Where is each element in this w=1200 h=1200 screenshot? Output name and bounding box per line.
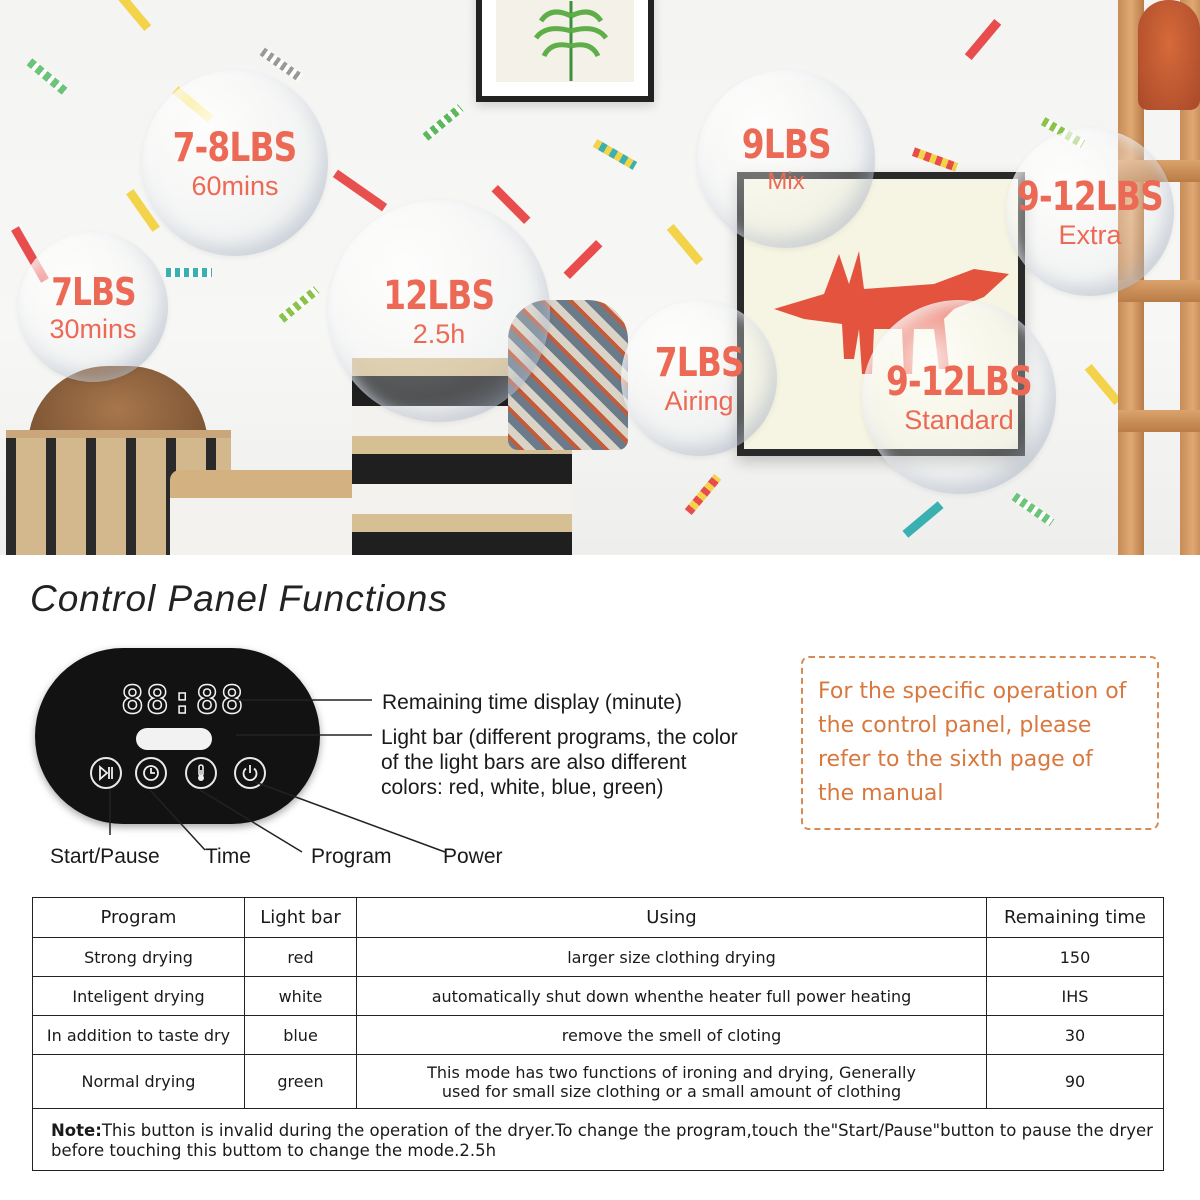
start-pause-button[interactable] [90, 757, 122, 789]
confetti-decoration [278, 286, 319, 322]
table-note [33, 1109, 1164, 1171]
bubble-weight: 7LBS [50, 269, 136, 314]
column-header: Remaining time [987, 898, 1164, 938]
confetti-decoration [593, 139, 637, 170]
column-header: Using [357, 898, 987, 938]
note-line: the manual [818, 781, 944, 806]
note-line: For the specific operation of [818, 679, 1127, 704]
confetti-decoration [333, 170, 387, 212]
bubble-weight: 7-8LBS [173, 124, 297, 171]
table-row [33, 977, 1164, 1016]
remaining-cell: IHS [987, 977, 1164, 1016]
bubble-label: Extra [1058, 219, 1122, 250]
table-row [33, 1016, 1164, 1055]
confetti-decoration [115, 0, 151, 31]
using-cell [357, 1055, 987, 1109]
note-label: Note: [51, 1120, 102, 1140]
program-label: Program [311, 845, 392, 868]
confetti-decoration [1012, 493, 1055, 527]
bubble-weight: 9-12LBS [1017, 173, 1163, 220]
program-cell: Inteligent drying [33, 977, 245, 1016]
bubble-weight: 9LBS [741, 122, 831, 168]
column-header: Light bar [245, 898, 357, 938]
bubble-label: Standard [904, 404, 1014, 435]
bubble-label: 2.5h [412, 318, 466, 349]
confetti-decoration [965, 19, 1001, 60]
confetti-decoration [564, 240, 603, 279]
remaining-cell: 150 [987, 938, 1164, 977]
remaining-cell: 90 [987, 1055, 1164, 1109]
confetti-decoration [1085, 364, 1121, 405]
bubble-weight: 9-12LBS [886, 358, 1032, 405]
light-bar-cell: white [245, 977, 357, 1016]
using-cell: automatically shut down whenthe heater full power heating [357, 977, 987, 1016]
table-note-row [33, 1109, 1164, 1171]
toy-fox [1138, 0, 1200, 110]
time-label: Time [205, 845, 251, 868]
bubble-label: Airing [664, 385, 734, 416]
section-title: Control Panel Functions [30, 578, 448, 619]
manual-reference-note [801, 656, 1159, 830]
control-panel [35, 648, 320, 824]
program-table [32, 897, 1164, 1171]
note-line: the control panel, please [818, 713, 1092, 738]
bubble-label: 60mins [191, 170, 279, 201]
program-bubble [1006, 128, 1174, 296]
light-bar-callout-line2: of the light bars are also different [381, 751, 687, 774]
program-cell: Strong drying [33, 938, 245, 977]
wooden-ladder-rung [1118, 410, 1200, 432]
program-bubble [328, 200, 550, 422]
program-bubble [862, 300, 1056, 494]
note-line: refer to the sixth page of [818, 747, 1093, 772]
using-line: used for small size clothing or a small amount of clothing [441, 1081, 902, 1101]
using-cell: larger size clothing drying [357, 938, 987, 977]
light-bar [136, 728, 212, 750]
light-bar-callout-line3: colors: red, white, blue, green) [381, 776, 664, 799]
remaining-time-callout: Remaining time display (minute) [382, 691, 682, 714]
bubble-label: Mix [767, 168, 805, 195]
program-button[interactable] [185, 757, 217, 789]
bubble-weight: 7LBS [654, 339, 744, 386]
power-button[interactable] [234, 757, 266, 789]
bubble-label: 30mins [49, 313, 137, 344]
program-bubble [18, 232, 168, 382]
table-row [33, 938, 1164, 977]
confetti-decoration [902, 501, 943, 537]
confetti-decoration [26, 58, 67, 94]
bubble-weight: 12LBS [383, 272, 495, 319]
column-header: Program [33, 898, 245, 938]
framed-leaf-print [476, 0, 654, 102]
confetti-decoration [912, 147, 958, 171]
light-bar-callout: Light bar (different programs, the color [381, 726, 738, 749]
time-display: 88:88 [121, 678, 246, 722]
program-cell: In addition to taste dry [33, 1016, 245, 1055]
start-pause-label: Start/Pause [50, 845, 160, 868]
confetti-decoration [166, 268, 212, 277]
light-bar-cell: blue [245, 1016, 357, 1055]
confetti-decoration [667, 224, 703, 265]
program-bubble [697, 70, 875, 248]
note-text: This button is invalid during the operation of the dryer.To change the program,touch the"Start/Pause"button to pause the dryer [101, 1120, 1153, 1140]
program-bubble [621, 300, 777, 456]
power-label: Power [443, 845, 503, 868]
hero-scene [0, 0, 1200, 555]
program-bubble [142, 70, 328, 256]
program-cell: Normal drying [33, 1055, 245, 1109]
confetti-decoration [685, 474, 721, 515]
light-bar-cell: green [245, 1055, 357, 1109]
table-header-row [33, 898, 1164, 938]
time-button[interactable] [135, 757, 167, 789]
table-row [33, 1055, 1164, 1109]
light-bar-cell: red [245, 938, 357, 977]
note-text-line2: before touching this buttom to change the mode.2.5h [51, 1140, 497, 1160]
using-line: This mode has two functions of ironing and drying, Generally [427, 1062, 916, 1082]
using-cell: remove the smell of cloting [357, 1016, 987, 1055]
remaining-cell: 30 [987, 1016, 1164, 1055]
confetti-decoration [422, 104, 463, 140]
